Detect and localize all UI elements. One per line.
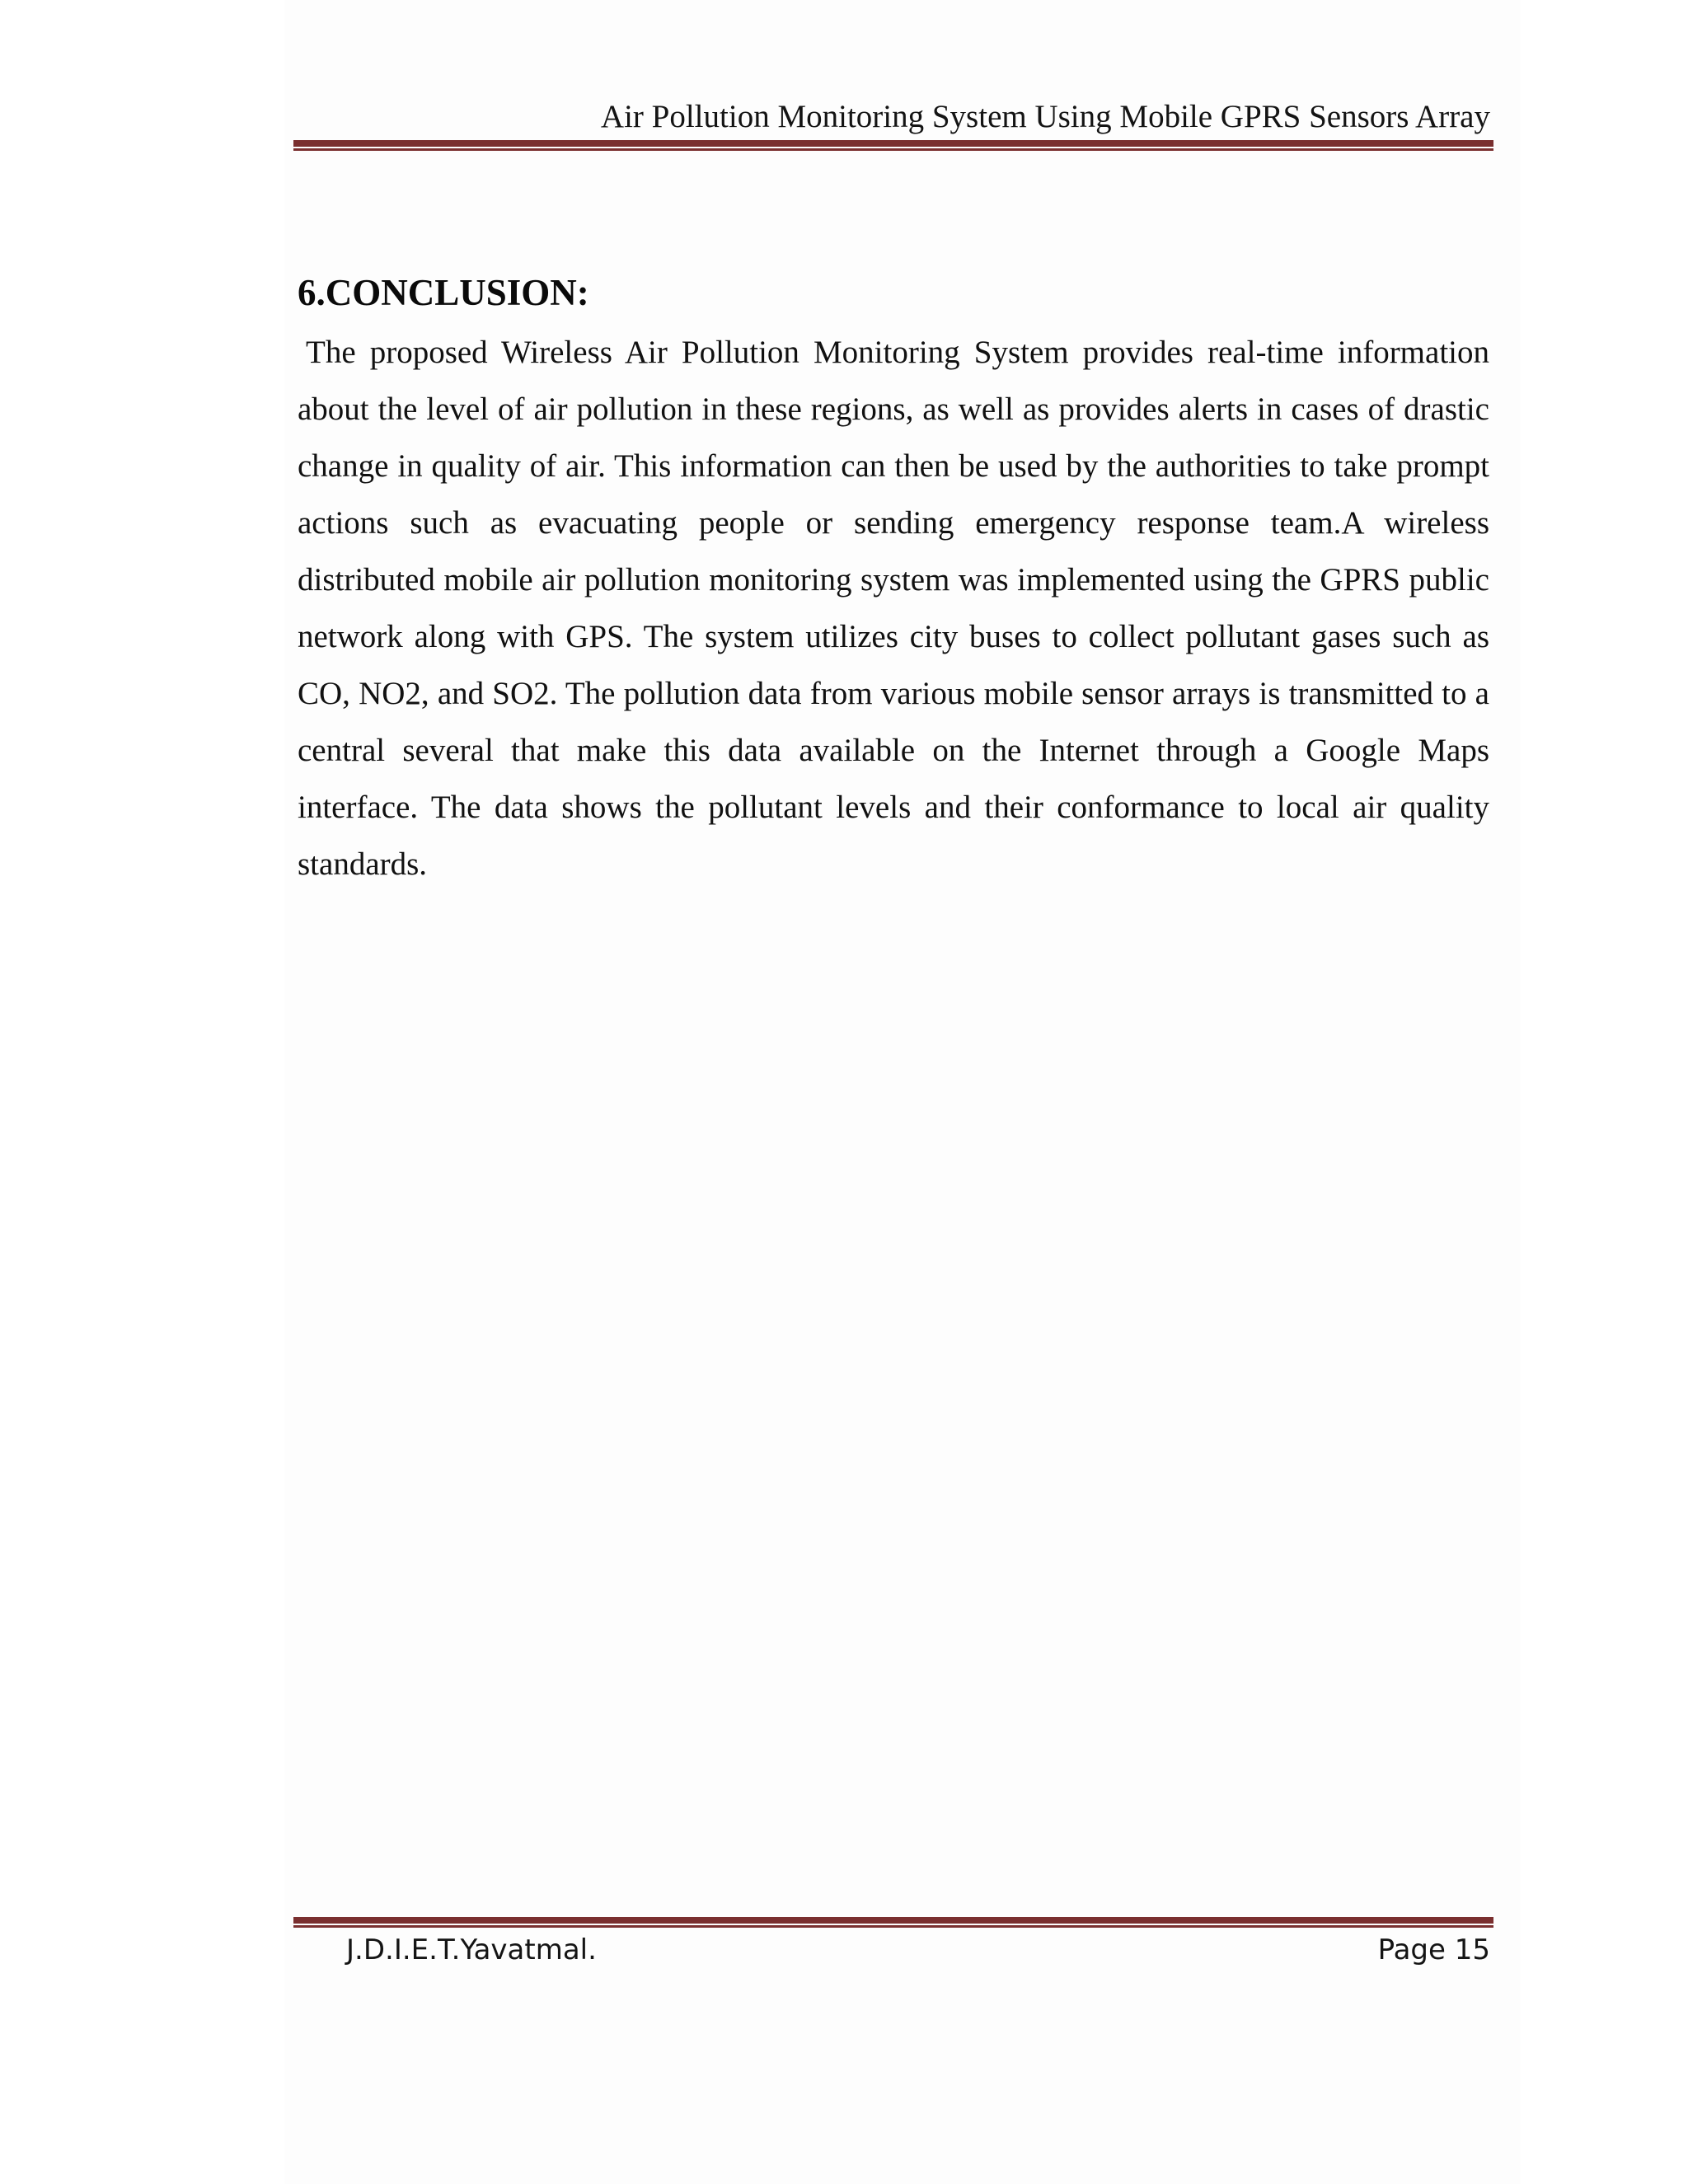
footer-page-number: Page 15: [1377, 1933, 1490, 1966]
running-header-title: Air Pollution Monitoring System Using Mobile GPRS Sensors Array: [600, 99, 1490, 134]
section-heading: 6.CONCLUSION:: [298, 272, 589, 313]
header-rule: [293, 140, 1493, 151]
footer-rule-thin-line: [293, 1925, 1493, 1928]
footer-rule-thick-line: [293, 1917, 1493, 1924]
header-rule-thin-line: [293, 148, 1493, 151]
header-rule-thick-line: [293, 140, 1493, 147]
conclusion-paragraph: The proposed Wireless Air Pollution Monitoring System provides real-time information about the level of air pollution in these regions, as well as provides alerts in cases of drastic change in quality of air. This information can then be used by the authorities to take prompt actions such as evacuating people or sending emergency response team.A wireless distributed mobile air pollution monitoring system was implemented using the GPRS public network along with GPS. The system utilizes city buses to collect pollutant gases such as CO, NO2, and SO2. The pollution data from various mobile sensor arrays is transmitted to a central several that make this data available on the Internet through a Google Maps interface. The data shows the pollutant levels and their conformance to local air quality standards.: [298, 335, 1489, 882]
footer-institution: J.D.I.E.T.Yavatmal.: [346, 1933, 597, 1966]
footer-rule: [293, 1917, 1493, 1928]
